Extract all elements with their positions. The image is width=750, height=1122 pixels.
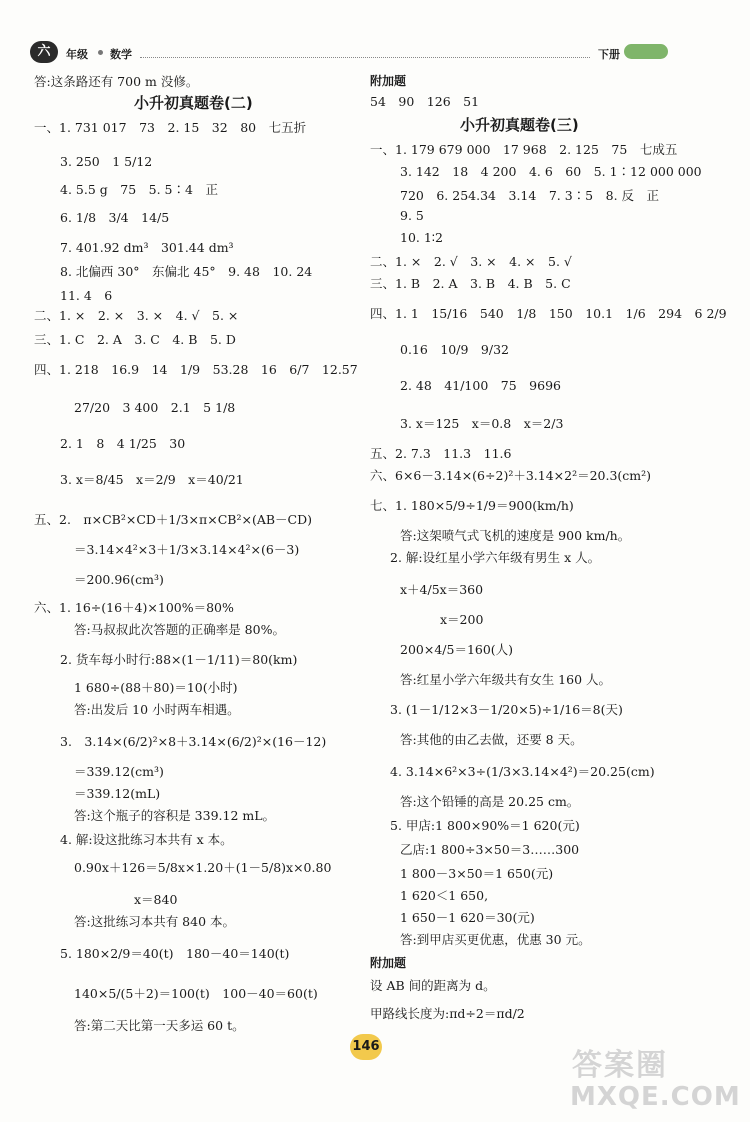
answer-line: 3. 142 18 4 200 4. 6 60 5. 1∶12 000 000: [400, 164, 702, 179]
watermark-logo: [568, 1040, 740, 1120]
answer-line: 六、1. 16÷(16＋4)×100%＝80%: [34, 600, 234, 615]
answer-line: 11. 4 6: [60, 288, 113, 303]
grade-badge: 六: [30, 41, 58, 63]
answer-line: 1 680÷(88＋80)＝10(小时): [74, 680, 238, 695]
answer-line: 3. x＝8/45 x＝2/9 x＝40/21: [60, 472, 244, 487]
answer-line: 6. 1/8 3/4 14/5: [60, 210, 170, 225]
answer-line: 3. 3.14×(6/2)²×8＋3.14×(6/2)²×(16－12): [60, 734, 327, 749]
answer-line: 8. 北偏西 30° 东偏北 45° 9. 48 10. 24: [60, 264, 313, 279]
answer-line: 答:到甲店买更优惠，优惠 30 元。: [400, 932, 591, 947]
answer-line: ＝339.12(mL): [74, 786, 161, 801]
answer-line: 1 800－3×50＝1 650(元): [400, 866, 554, 881]
answer-line: 2. 货车每小时行:88×(1－1/11)＝80(km): [60, 652, 298, 667]
answer-line: 答:这条路还有 700 m 没修。: [34, 74, 199, 89]
answer-line: 一、1. 731 017 73 2. 15 32 80 七五折: [34, 120, 307, 135]
watermark-cn: 答案圈: [572, 1048, 668, 1083]
answer-line: 六、6×6－3.14×(6÷2)²＋3.14×2²＝20.3(cm²): [370, 468, 652, 483]
answer-line: 3. x＝125 x＝0.8 x＝2/3: [400, 416, 564, 431]
answer-line: 甲路线长度为:πd÷2＝πd/2: [370, 1006, 525, 1021]
answer-line: 答:红星小学六年级共有女生 160 人。: [400, 672, 612, 687]
answer-line: 0.90x＋126＝5/8x×1.20＋(1－5/8)x×0.80: [74, 860, 332, 875]
answer-line: 五、2. π×CB²×CD＋1/3×π×CB²×(AB－CD): [34, 512, 313, 527]
answer-line: 二、1. × 2. √ 3. × 4. × 5. √: [370, 254, 572, 269]
answer-line: 答:其他的由乙去做，还要 8 天。: [400, 732, 583, 747]
answer-line: ＝3.14×4²×3＋1/3×3.14×4²×(6－3): [74, 542, 300, 557]
section-title: 小升初真题卷(三): [460, 116, 579, 134]
answer-line: 5. 180×2/9＝40(t) 180－40＝140(t): [60, 946, 290, 961]
answer-line: 3. (1－1/12×3－1/20×5)÷1/16＝8(天): [390, 702, 623, 717]
answer-line: 1 620＜1 650,: [400, 888, 489, 903]
answer-line: 54 90 126 51: [370, 94, 480, 109]
answer-line: 答:这架喷气式飞机的速度是 900 km/h。: [400, 528, 631, 543]
answer-line: 27/20 3 400 2.1 5 1/8: [74, 400, 236, 415]
answer-line: 200×4/5＝160(人): [400, 642, 514, 657]
answer-line: 2. 1 8 4 1/25 30: [60, 436, 186, 451]
answer-line: 4. 3.14×6²×3÷(1/3×3.14×4²)＝20.25(cm): [390, 764, 655, 779]
answer-line: 三、1. B 2. A 3. B 4. B 5. C: [370, 276, 571, 291]
answer-line: 720 6. 254.34 3.14 7. 3∶5 8. 反 正: [400, 188, 660, 203]
answer-line: 10. 1∶2: [400, 230, 444, 245]
answer-line: 9. 5: [400, 208, 424, 223]
answer-line: 4. 解:设这批练习本共有 x 本。: [60, 832, 233, 847]
answer-line: 五、2. 7.3 11.3 11.6: [370, 446, 512, 461]
answer-line: 设 AB 间的距离为 d。: [370, 978, 496, 993]
answer-line: 一、1. 179 679 000 17 968 2. 125 75 七成五: [370, 142, 678, 157]
subject-label: 数学: [110, 48, 132, 61]
watermark-en: MXQE.COM: [570, 1082, 741, 1112]
answer-line: 7. 401.92 dm³ 301.44 dm³: [60, 240, 234, 255]
answer-line: ＝339.12(cm³): [74, 764, 164, 779]
answer-line: 七、1. 180×5/9÷1/9＝900(km/h): [370, 498, 574, 513]
answer-line: 答:这批练习本共有 840 本。: [74, 914, 236, 929]
header-rule: [140, 57, 590, 58]
separator-dot: [98, 50, 103, 55]
answer-line: 乙店:1 800÷3×50＝3……300: [400, 842, 580, 857]
answer-line: 四、1. 218 16.9 14 1/9 53.28 16 6/7 12.57: [34, 362, 358, 377]
answer-line: 答:第二天比第一天多运 60 t。: [74, 1018, 245, 1033]
answer-line: 3. 250 1 5/12: [60, 154, 153, 169]
section-subtitle: 附加题: [370, 74, 407, 88]
answer-line: x＝200: [440, 612, 484, 627]
answer-line: 5. 甲店:1 800×90%＝1 620(元): [390, 818, 580, 833]
answer-line: 二、1. × 2. × 3. × 4. √ 5. ×: [34, 308, 239, 323]
answer-line: 1 650－1 620＝30(元): [400, 910, 535, 925]
answer-line: 0.16 10/9 9/32: [400, 342, 509, 357]
answer-line: 答:出发后 10 小时两车相遇。: [74, 702, 240, 717]
answer-line: 答:这个铅锤的高是 20.25 cm。: [400, 794, 580, 809]
answer-line: x＝840: [134, 892, 178, 907]
section-subtitle: 附加题: [370, 956, 407, 970]
page-header: [0, 0, 750, 70]
answer-line: 答:马叔叔此次答题的正确率是 80%。: [74, 622, 285, 637]
answer-line: 2. 48 41/100 75 9696: [400, 378, 561, 393]
answer-line: 4. 5.5 g 75 5. 5∶4 正: [60, 182, 218, 197]
answer-line: 三、1. C 2. A 3. C 4. B 5. D: [34, 332, 236, 347]
answer-line: 答:这个瓶子的容积是 339.12 mL。: [74, 808, 276, 823]
page-number: 146: [350, 1034, 382, 1060]
grade-label: 年级: [66, 48, 88, 61]
answer-line: ＝200.96(cm³): [74, 572, 164, 587]
answer-line: 2. 解:设红星小学六年级有男生 x 人。: [390, 550, 601, 565]
volume-label: 下册: [598, 48, 620, 61]
section-title: 小升初真题卷(二): [134, 94, 253, 112]
answer-line: 四、1. 1 15/16 540 1/8 150 10.1 1/6 294 6 2/9: [370, 306, 727, 321]
header-decoration: [624, 44, 668, 59]
answer-line: 140×5/(5＋2)＝100(t) 100－40＝60(t): [74, 986, 318, 1001]
answer-line: x＋4/5x＝360: [400, 582, 484, 597]
